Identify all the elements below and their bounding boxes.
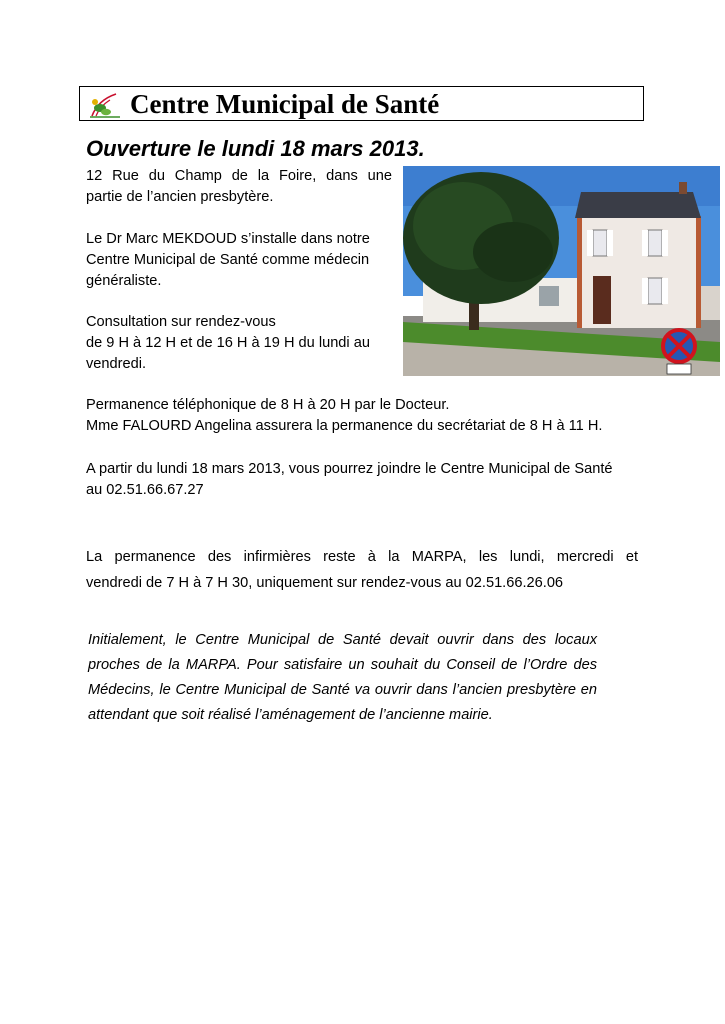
contact-line-1: A partir du lundi 18 mars 2013, vous pourrez joindre le Centre Municipal de Santé [86, 461, 613, 477]
opening-subtitle: Ouverture le lundi 18 mars 2013. [86, 136, 425, 161]
consult-line-3: vendredi. [86, 356, 147, 372]
phone-paragraph [86, 395, 646, 437]
address-line-2: partie de l’ancien presbytère. [86, 189, 274, 205]
building-photo [403, 166, 720, 376]
doctor-line-3: généraliste. [86, 273, 162, 289]
address-line-1: 12 Rue du Champ de la Foire, dans une [86, 168, 392, 184]
contact-paragraph [86, 459, 646, 501]
doctor-line-1: Le Dr Marc MEKDOUD s’installe dans notre [86, 231, 370, 247]
nurse-paragraph [86, 544, 638, 596]
address-paragraph [86, 166, 392, 208]
page-title: Centre Municipal de Santé [130, 89, 440, 119]
municipal-logo-icon [86, 88, 126, 120]
doctor-line-2: Centre Municipal de Santé comme médecin [86, 252, 370, 268]
nurse-line-1: La permanence des infirmières reste à la MARPA, les lundi, mercredi et [86, 549, 638, 565]
consult-line-1: Consultation sur rendez-vous [86, 314, 276, 330]
doctor-paragraph [86, 229, 392, 292]
header-box [79, 86, 644, 121]
phone-line-1: Permanence téléphonique de 8 H à 20 H par le Docteur. [86, 397, 450, 413]
phone-line-2: Mme FALOURD Angelina assurera la permanence du secrétariat de 8 H à 11 H. [86, 418, 603, 434]
note-paragraph: Initialement, le Centre Municipal de Santé devait ouvrir dans des locaux proches de la MARPA. Pour satisfaire un souhait du Conseil de l’Ordre des Médecins, le Centre Municipal de Santé va ouvrir dans l’ancien presbytère en attendant que soit réalisé l’aménagement de l’ancienne mairie. [88, 632, 597, 723]
nurse-line-2: vendredi de 7 H à 7 H 30, uniquement sur rendez-vous au 02.51.66.26.06 [86, 575, 564, 591]
consultation-paragraph [86, 312, 392, 375]
consult-line-2: de 9 H à 12 H et de 16 H à 19 H du lundi au [86, 335, 370, 351]
contact-line-2: au 02.51.66.67.27 [86, 482, 204, 498]
